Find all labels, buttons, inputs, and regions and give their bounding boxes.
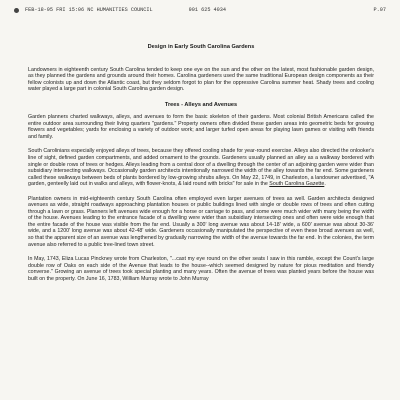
fax-page-number: P.07: [373, 7, 386, 13]
fax-mark-icon: [14, 8, 19, 13]
fax-header: [14, 5, 386, 15]
document-body: [28, 44, 374, 290]
fax-phone: 901 625 4034: [188, 7, 226, 13]
document-title: Design in Early South Carolina Gardens: [147, 44, 255, 50]
fax-sender: FEB-18-95 FRI 15:06 NC HUMANITIES COUNCIL: [25, 7, 153, 13]
paragraph-avenues: Plantation owners in mid-eighteenth century South Carolina often employed even larger avenues of trees as well. Garden architects designed avenues as wide, straight roadways approaching plantation houses or public buildings lined with single or double rows of trees and often cutting through a lawn or grass. Planners left avenues wide enough for a horse or carriage to pass, and some were much wider with many being the width of the house. Avenues leading to the entrance facade of a dwelling were wider than subsidiary intersecting ones and often were wide enough that the entire facade of the house was visible from the far end. Usually a 300' long avenue was about 14-18' wide, a 600' avenue was about 30-36' wide, and a 1200' long avenue was about 42-48' wide. Gardeners occasionally manipulated the perspective of even these broad avenues as well, so that the apparent size of an avenue was lengthened by gradually narrowing the width of the avenue towards the far end. In the colonies, the term avenue also referred to a public tree-lined town street.: [28, 195, 374, 248]
paragraph-pinckney: In May, 1743, Eliza Lucas Pinckney wrote from Charleston, "...cast my eye round on the other seats I saw in this ramble, except the Count's large double row of Oaks on each side of the Avenue that leads to the house--which seemed designed by nature for pious meditation and friendly converse." Growing an avenue of trees took special planting and many years. Often the avenue of trees was planted years before the house was built on the property. On June 16, 1783, William Murray wrote to John Murray: [28, 256, 374, 282]
gazette-title: South Carolina Gazette: [269, 181, 325, 188]
section-title: Trees - Alleys and Avenues: [164, 101, 238, 108]
paragraph-gardens: Garden planners charted walkways, alleys, and avenues to form the basic skeleton of their gardens. Most colonial British Americans called the entire outdoor area surrounding their living quarters "gardens." Property owners often divided these garden areas into geometric beds for growing flowers and vegetables; yards for enclosing a variety of outdoor work; and larger turfed open areas for playing lawn games or visiting with friends and family.: [28, 114, 374, 140]
paragraph-alleys-text: South Carolinians especially enjoyed alleys of trees, because they offered cooling shade for year-round exercise. Alleys also directed the onlooker's line of sight, defined garden compartments, and added ornament to the grounds. Gardeners usually planned an alley as a walkway bordered with single or double rows of trees or hedges. Alleys leading from a central door of a dwelling through the center of an adjoining garden were wider than subsidiary intersecting walkways. Occasionally garden architects intentionally narrowed the width of the alley towards the far end. Some gardeners called these walkways between beds of plants bordered by low-growing shrubs alleys. On May 22, 1749, in Charleston, a landowner advertised, "A garden, genteelly laid out in walks and alleys, with flower-knots, & laid round with bricks" for sale in the: [28, 148, 374, 188]
intro-paragraph: Landowners in eighteenth century South Carolina tended to keep one eye on the sun and the other on the latest, most fashionable garden design, as they planned the gardens and grounds around their homes. Carolina gardeners used the same traditional European design components as their fellow colonists up and down the Atlantic coast, but they seldom forgot to plan for the oppressive Carolina summer heat. Shady trees and cooling water played a large part in colonial South Carolina garden design.: [28, 66, 374, 93]
paragraph-alleys: South Carolinians especially enjoyed alleys of trees, because they offered cooling shade for year-round exercise. Alleys also directed the onlooker's line of sight, defined garden compartments, and added ornament to the grounds. Gardeners usually planned an alley as a walkway bordered with single or double rows of trees or hedges. Alleys leading from a central door of a dwelling through the center of an adjoining garden were wider than subsidiary intersecting walkways. Occasionally garden architects intentionally narrowed the width of the alley towards the far end. Some gardeners called these walkways between beds of plants bordered by low-growing shrubs alleys. On May 22, 1749, in Charleston, a landowner advertised, "A garden, genteelly laid out in walks and alleys, with flower-knots, & laid round with bricks" for sale in the South Carolina Gazette.: [28, 148, 374, 188]
